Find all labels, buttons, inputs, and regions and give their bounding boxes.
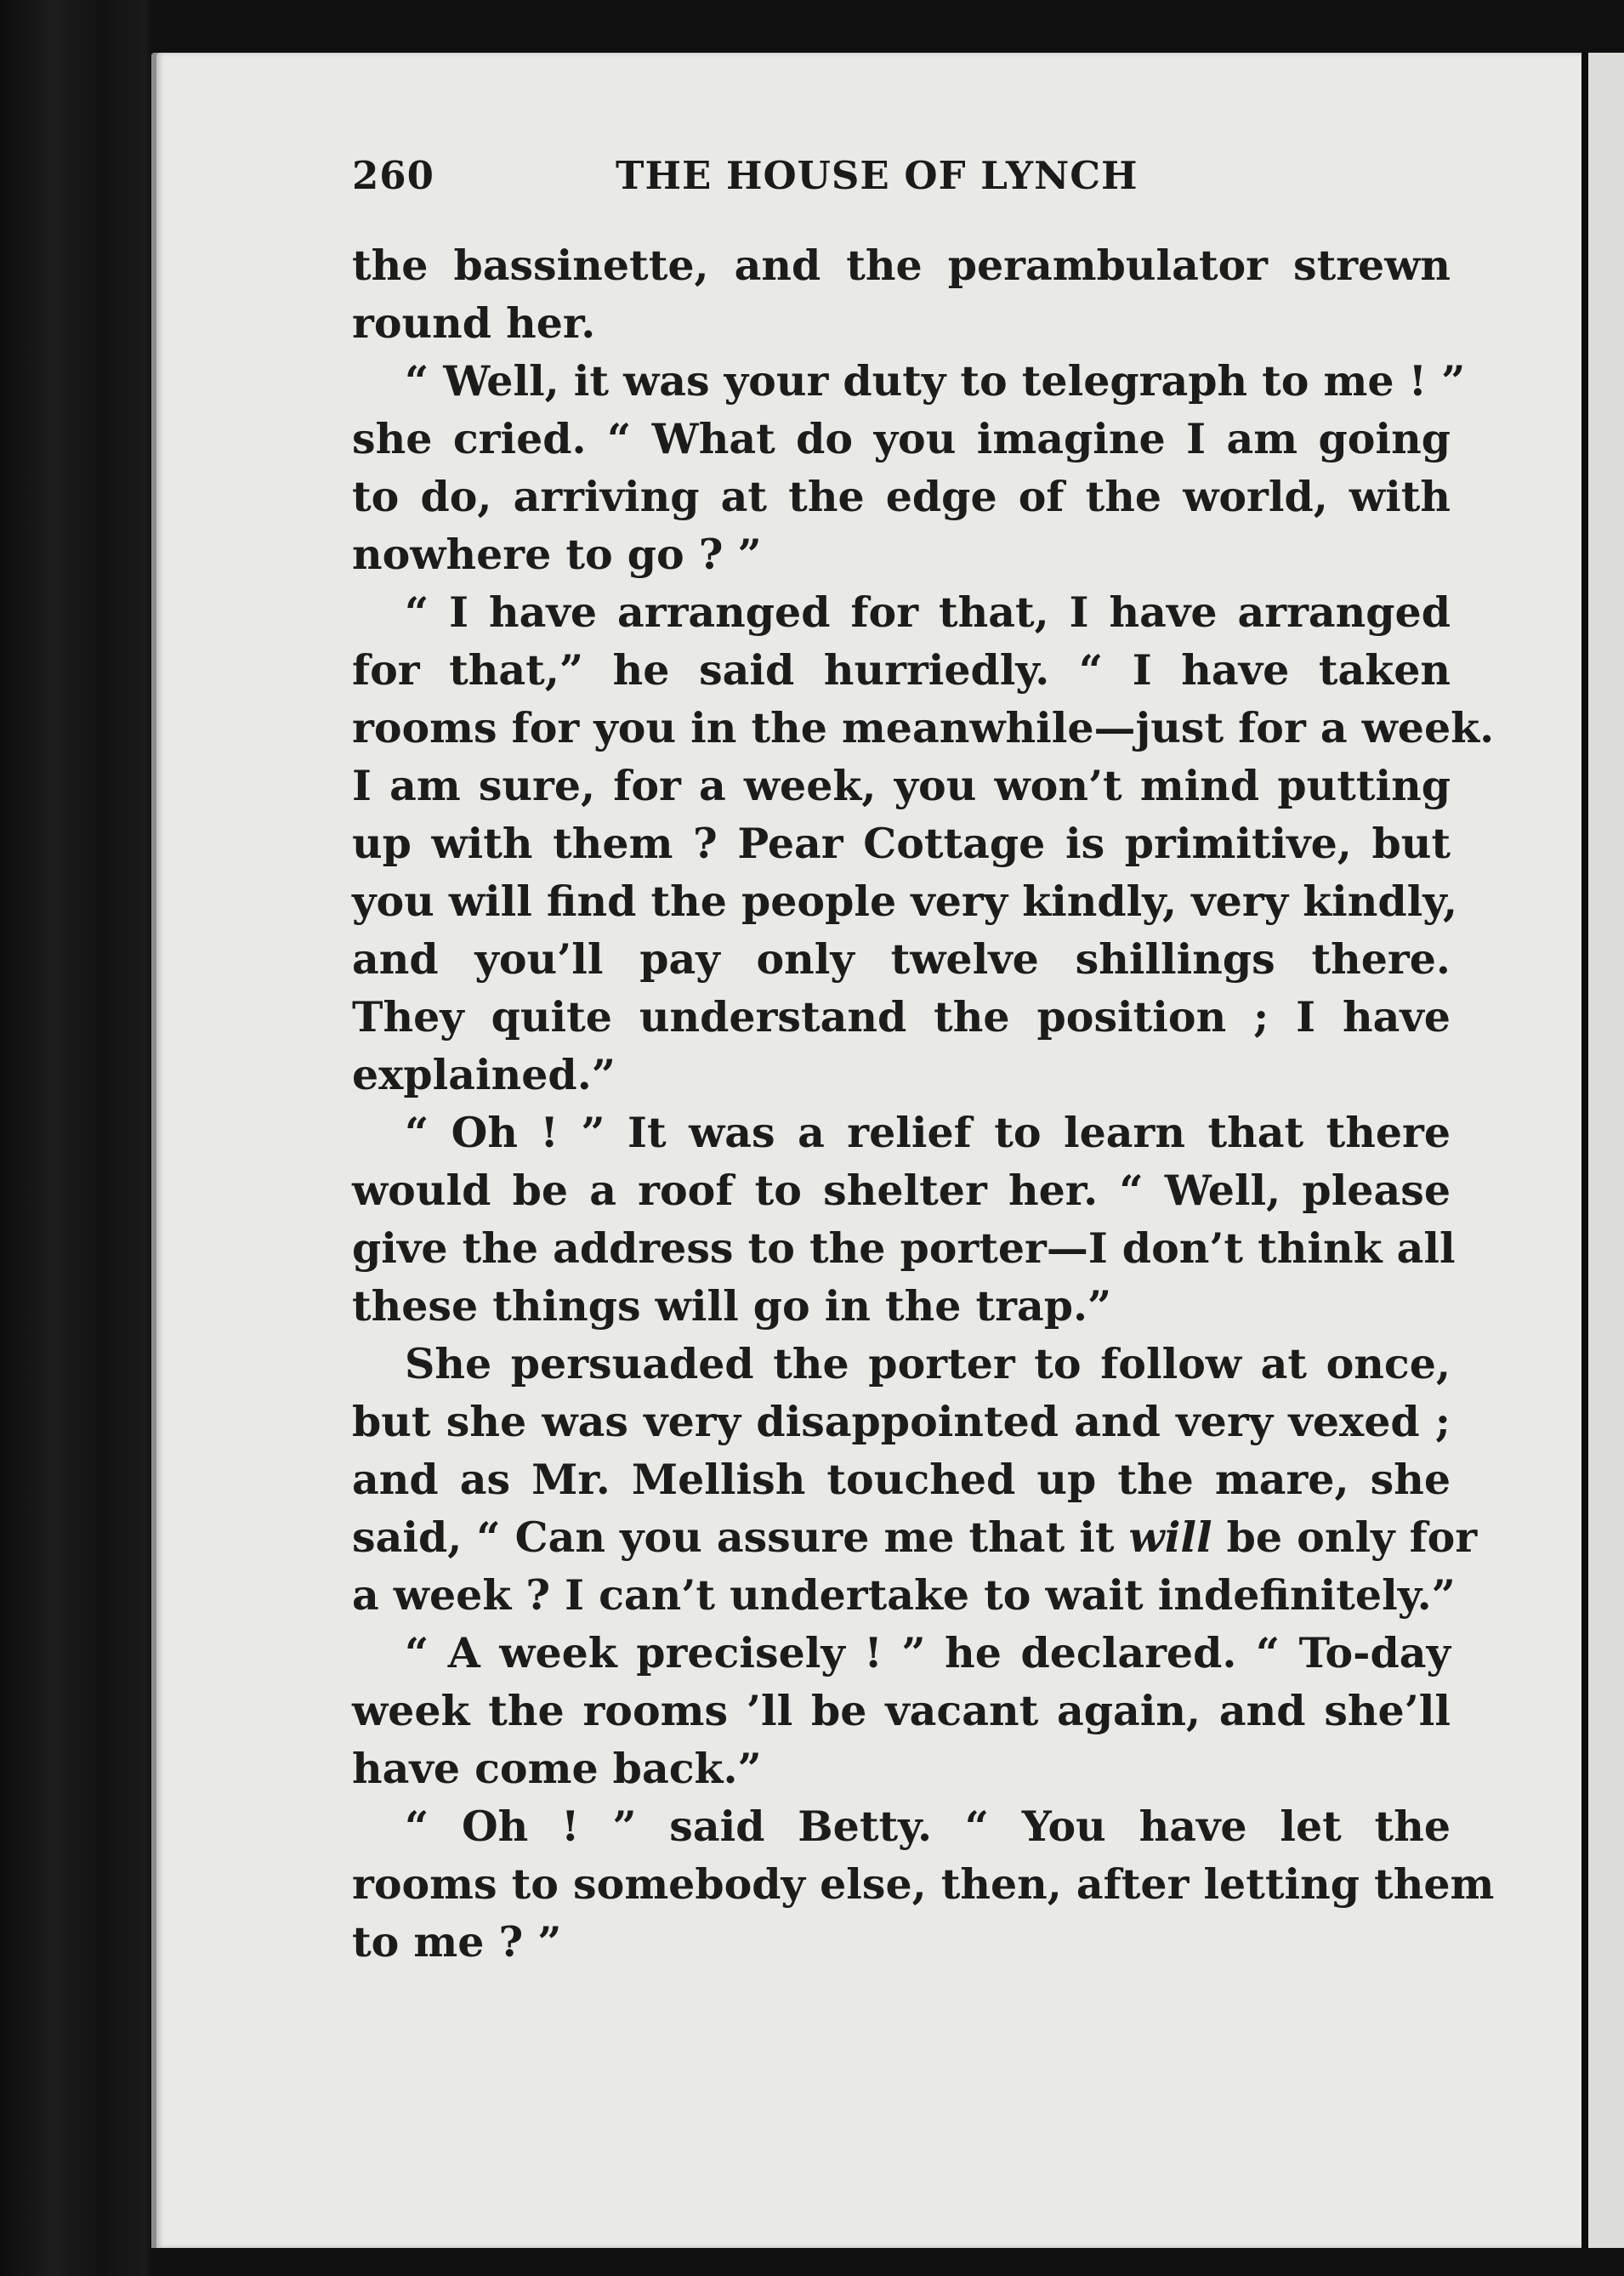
text-line: rooms to somebody else, then, after letting them — [352, 1859, 1495, 1909]
running-head — [352, 153, 1457, 204]
text-line: and you’ll pay only twelve shillings there. — [352, 934, 1451, 984]
text-line: week the rooms ’ll be vacant again, and she’ll — [352, 1686, 1451, 1735]
text-line: to me ? ” — [352, 1917, 562, 1967]
text-line: up with them ? Pear Cottage is primitive, but — [352, 819, 1451, 868]
emphasis: will — [1128, 1513, 1212, 1562]
facing-page-edge — [1588, 53, 1624, 2248]
text-line: for that,” he said hurriedly. “ I have taken — [352, 645, 1451, 695]
running-title: THE HOUSE OF LYNCH — [616, 153, 1139, 198]
page-number: 260 — [352, 153, 434, 198]
text-line: the bassinette, and the perambulator strewn — [352, 241, 1451, 290]
text-line: She persuaded the porter to follow at once, — [405, 1339, 1451, 1388]
text-line: give the address to the porter—I don’t think all — [352, 1223, 1456, 1273]
text-line: rooms for you in the meanwhile—just for a week. — [352, 703, 1495, 752]
text-line: “ Oh ! ” It was a relief to learn that there — [405, 1108, 1451, 1157]
text-line: explained.” — [352, 1050, 616, 1099]
text-line: round her. — [352, 298, 596, 348]
text-line: she cried. “ What do you imagine I am going — [352, 414, 1451, 463]
text-line: you will find the people very kindly, very kindly, — [352, 877, 1458, 926]
text-line: I am sure, for a week, you won’t mind putting — [352, 761, 1451, 810]
text-line: “ I have arranged for that, I have arranged — [405, 587, 1451, 637]
text-line: nowhere to go ? ” — [352, 530, 762, 579]
text-line: but she was very disappointed and very vexed ; — [352, 1397, 1451, 1446]
text-line: “ Well, it was your duty to telegraph to me ! ” — [405, 356, 1466, 406]
text-line: “ Oh ! ” said Betty. “ You have let the — [405, 1802, 1451, 1851]
text-line: They quite understand the position ; I have — [352, 992, 1451, 1042]
text-line: would be a roof to shelter her. “ Well, please — [352, 1166, 1451, 1215]
text-line: a week ? I can’t undertake to wait indefinitely.” — [352, 1570, 1456, 1620]
text-line: these things will go in the trap.” — [352, 1281, 1112, 1331]
page-gutter-shadow — [1581, 53, 1588, 2248]
text-line: and as Mr. Mellish touched up the mare, she — [352, 1455, 1451, 1504]
page-bottom-edge — [151, 2248, 1624, 2276]
body-text — [352, 236, 1495, 1971]
text-line: “ A week precisely ! ” he declared. “ To-day — [405, 1628, 1451, 1677]
text-line: to do, arriving at the edge of the world, with — [352, 472, 1451, 521]
text-line: have come back.” — [352, 1744, 762, 1793]
text-line: said, “ Can you assure me that it will be only for — [352, 1513, 1478, 1562]
